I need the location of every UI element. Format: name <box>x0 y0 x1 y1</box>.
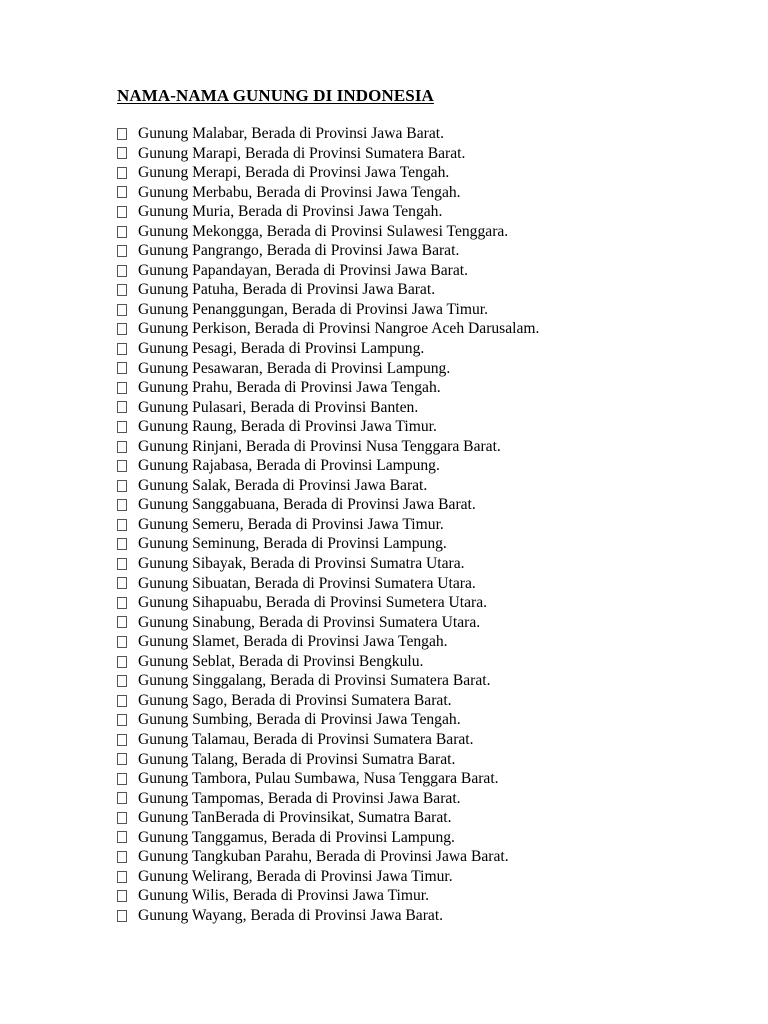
list-item <box>117 691 539 711</box>
bullet-box-icon <box>117 558 127 570</box>
list-item <box>117 534 539 554</box>
list-item-text: Gunung Wayang, Berada di Provinsi Jawa Barat. <box>138 906 444 924</box>
list-item <box>117 789 539 809</box>
list-item-text: Gunung Tanggamus, Berada di Provinsi Lampung. <box>138 828 455 846</box>
bullet-box-icon <box>117 460 127 472</box>
bullet-box-icon <box>117 636 127 648</box>
bullet-box-icon <box>117 401 127 413</box>
list-item-text: Gunung Tampomas, Berada di Provinsi Jawa Barat. <box>138 789 461 807</box>
bullet-box-icon <box>117 890 127 902</box>
list-item-text: Gunung Welirang, Berada di Provinsi Jawa Timur. <box>138 867 453 885</box>
list-item <box>117 828 539 848</box>
mountain-list <box>117 124 539 925</box>
list-item <box>117 378 539 398</box>
list-item-text: Gunung Salak, Berada di Provinsi Jawa Barat. <box>138 476 428 494</box>
list-item-text: Gunung Pulasari, Berada di Provinsi Banten. <box>138 398 419 416</box>
list-item-text: Gunung Perkison, Berada di Provinsi Nangroe Aceh Darusalam. <box>138 320 540 338</box>
list-item <box>117 886 539 906</box>
bullet-box-icon <box>117 167 127 179</box>
list-item <box>117 593 539 613</box>
list-item <box>117 144 539 164</box>
list-item-text: Gunung Semeru, Berada di Provinsi Jawa Timur. <box>138 515 444 533</box>
list-item-text: Gunung Malabar, Berada di Provinsi Jawa Barat. <box>138 125 444 142</box>
list-item <box>117 867 539 887</box>
bullet-box-icon <box>117 675 127 687</box>
list-item-text: Gunung Rinjani, Berada di Provinsi Nusa Tenggara Barat. <box>138 437 501 455</box>
list-item <box>117 202 539 222</box>
bullet-box-icon <box>117 186 127 198</box>
bullet-box-icon <box>117 441 127 453</box>
bullet-box-icon <box>117 792 127 804</box>
list-item-text: Gunung Patuha, Berada di Provinsi Jawa Barat. <box>138 281 436 299</box>
bullet-box-icon <box>117 265 127 277</box>
list-item <box>117 124 539 144</box>
bullet-box-icon <box>117 616 127 628</box>
bullet-box-icon <box>117 304 127 316</box>
list-item <box>117 183 539 203</box>
bullet-box-icon <box>117 245 127 257</box>
list-item-text: Gunung Talamau, Berada di Provinsi Sumatera Barat. <box>138 730 474 748</box>
bullet-box-icon <box>117 812 127 824</box>
bullet-box-icon <box>117 577 127 589</box>
bullet-box-icon <box>117 519 127 531</box>
list-item <box>117 632 539 652</box>
list-item <box>117 710 539 730</box>
list-item-text: Gunung Sumbing, Berada di Provinsi Jawa Tengah. <box>138 711 461 729</box>
list-item-text: Gunung Tangkuban Parahu, Berada di Provinsi Jawa Barat. <box>138 848 509 866</box>
list-item <box>117 476 539 496</box>
bullet-box-icon <box>117 128 127 140</box>
list-item <box>117 769 539 789</box>
bullet-box-icon <box>117 226 127 238</box>
bullet-box-icon <box>117 480 127 492</box>
bullet-box-icon <box>117 831 127 843</box>
list-item-text: Gunung Sinabung, Berada di Provinsi Sumatera Utara. <box>138 613 481 631</box>
list-item-text: Gunung Penanggungan, Berada di Provinsi Jawa Timur. <box>138 300 488 318</box>
list-item <box>117 261 539 281</box>
list-item <box>117 222 539 242</box>
bullet-box-icon <box>117 753 127 765</box>
list-item-text: Gunung Merapi, Berada di Provinsi Jawa Tengah. <box>138 164 450 182</box>
bullet-box-icon <box>117 421 127 433</box>
list-item <box>117 456 539 476</box>
list-item-text: Gunung Pesawaran, Berada di Provinsi Lampung. <box>138 359 451 377</box>
list-item-text: Gunung Papandayan, Berada di Provinsi Jawa Barat. <box>138 261 468 279</box>
list-item <box>117 163 539 183</box>
list-item-text: Gunung Singgalang, Berada di Provinsi Sumatera Barat. <box>138 672 491 690</box>
list-item-text: Gunung Raung, Berada di Provinsi Jawa Timur. <box>138 418 437 436</box>
list-item <box>117 671 539 691</box>
bullet-box-icon <box>117 597 127 609</box>
list-item <box>117 241 539 261</box>
list-item <box>117 280 539 300</box>
bullet-box-icon <box>117 147 127 159</box>
list-item-text: Gunung Pesagi, Berada di Provinsi Lampung. <box>138 340 425 358</box>
list-item-text: Gunung Slamet, Berada di Provinsi Jawa Tengah. <box>138 633 448 651</box>
list-item <box>117 613 539 633</box>
list-item <box>117 398 539 418</box>
list-item-text: Gunung Marapi, Berada di Provinsi Sumatera Barat. <box>138 144 466 162</box>
bullet-box-icon <box>117 910 127 922</box>
list-item <box>117 808 539 828</box>
list-item <box>117 574 539 594</box>
list-item-text: Gunung Sanggabuana, Berada di Provinsi Jawa Barat. <box>138 496 476 514</box>
list-item <box>117 437 539 457</box>
bullet-box-icon <box>117 206 127 218</box>
list-item-text: Gunung Mekongga, Berada di Provinsi Sulawesi Tenggara. <box>138 222 509 240</box>
list-item <box>117 750 539 770</box>
bullet-box-icon <box>117 656 127 668</box>
list-item-text: Gunung Sibuatan, Berada di Provinsi Sumatera Utara. <box>138 574 476 592</box>
bullet-box-icon <box>117 538 127 550</box>
list-item <box>117 847 539 867</box>
bullet-box-icon <box>117 851 127 863</box>
list-item-text: Gunung Sago, Berada di Provinsi Sumatera Barat. <box>138 691 452 709</box>
list-item <box>117 554 539 574</box>
list-item-text: Gunung Seminung, Berada di Provinsi Lampung. <box>138 535 447 553</box>
bullet-box-icon <box>117 773 127 785</box>
list-item-text: Gunung Sibayak, Berada di Provinsi Sumatra Utara. <box>138 555 465 573</box>
list-item-text: Gunung Pangrango, Berada di Provinsi Jawa Barat. <box>138 242 460 260</box>
list-item <box>117 359 539 379</box>
bullet-box-icon <box>117 714 127 726</box>
list-item <box>117 652 539 672</box>
list-item-text: Gunung Wilis, Berada di Provinsi Jawa Timur. <box>138 887 430 905</box>
bullet-box-icon <box>117 323 127 335</box>
list-item-text: Gunung Sihapuabu, Berada di Provinsi Sumetera Utara. <box>138 594 488 612</box>
list-item-text: Gunung Seblat, Berada di Provinsi Bengkulu. <box>138 652 424 670</box>
list-item-text: Gunung TanBerada di Provinsikat, Sumatra Barat. <box>138 809 452 827</box>
list-item <box>117 515 539 535</box>
bullet-box-icon <box>117 871 127 883</box>
bullet-box-icon <box>117 734 127 746</box>
list-item-text: Gunung Tambora, Pulau Sumbawa, Nusa Tenggara Barat. <box>138 770 499 788</box>
bullet-box-icon <box>117 382 127 394</box>
bullet-box-icon <box>117 499 127 511</box>
list-item <box>117 339 539 359</box>
bullet-box-icon <box>117 343 127 355</box>
bullet-box-icon <box>117 362 127 374</box>
list-item <box>117 417 539 437</box>
list-item-text: Gunung Merbabu, Berada di Provinsi Jawa Tengah. <box>138 183 461 201</box>
list-item-text: Gunung Talang, Berada di Provinsi Sumatra Barat. <box>138 750 456 768</box>
list-item-text: Gunung Muria, Berada di Provinsi Jawa Tengah. <box>138 203 443 221</box>
document-title: NAMA-NAMA GUNUNG DI INDONESIA <box>117 86 434 105</box>
list-item-text: Gunung Prahu, Berada di Provinsi Jawa Tengah. <box>138 379 441 397</box>
bullet-box-icon <box>117 695 127 707</box>
list-item <box>117 730 539 750</box>
list-item-text: Gunung Rajabasa, Berada di Provinsi Lampung. <box>138 457 440 475</box>
list-item <box>117 495 539 515</box>
list-item <box>117 319 539 339</box>
bullet-box-icon <box>117 284 127 296</box>
list-item <box>117 906 539 926</box>
list-item <box>117 300 539 320</box>
